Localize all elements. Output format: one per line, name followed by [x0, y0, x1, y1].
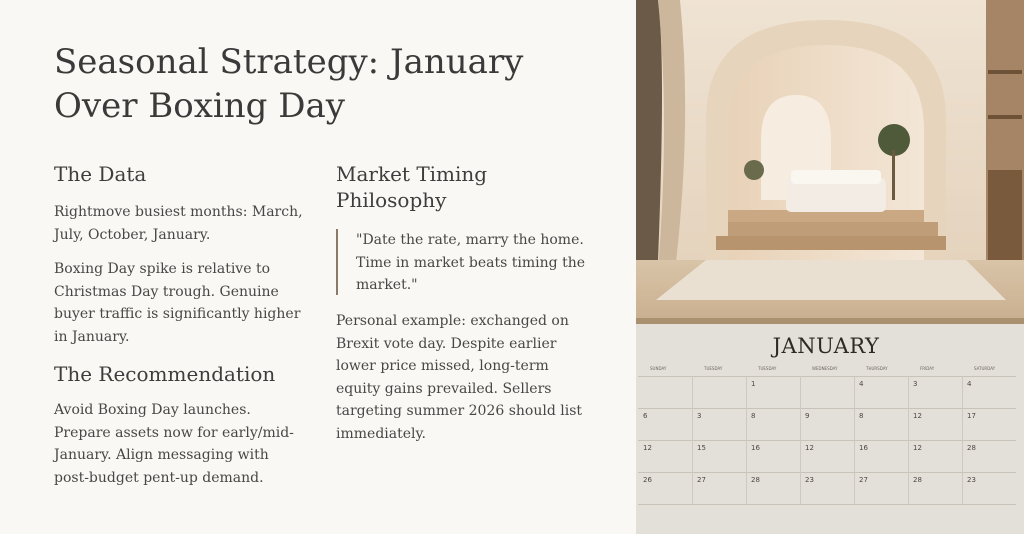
calendar-weekday: SUNDAY — [650, 366, 667, 371]
calendar-col-line — [962, 376, 963, 504]
calendar-row-line — [638, 440, 1016, 441]
calendar-row-line — [638, 472, 1016, 473]
calendar-day: 12 — [805, 444, 814, 452]
calendar-day: 9 — [805, 412, 810, 420]
calendar-row-line — [638, 376, 1016, 377]
data-paragraph-1: Rightmove busiest months: March, July, October, January. — [54, 204, 303, 243]
calendar-day: 8 — [859, 412, 864, 420]
calendar-day: 4 — [859, 380, 864, 388]
calendar-day: 6 — [643, 412, 648, 420]
calendar-day: 4 — [967, 380, 972, 388]
calendar-row-line — [638, 504, 1016, 505]
data-heading: The Data — [54, 162, 147, 186]
calendar-day: 12 — [913, 412, 922, 420]
calendar-col-line — [800, 376, 801, 504]
calendar-weekday: WEDNESDAY — [812, 366, 838, 371]
calendar-day: 27 — [859, 476, 868, 484]
calendar-weekday: THURSDAY — [866, 366, 888, 371]
calendar-day: 23 — [805, 476, 814, 484]
calendar-weekday: SATURDAY — [974, 366, 996, 371]
recommendation-paragraph: Avoid Boxing Day launches. Prepare assets now for early/mid-January. Align messaging with post-budget pent-up demand. — [54, 402, 294, 486]
philosophy-quote: "Date the rate, marry the home. Time in market beats timing the market." — [336, 229, 596, 295]
calendar-day: 1 — [751, 380, 756, 388]
recommendation-heading: The Recommendation — [54, 362, 276, 386]
market-timing-paragraph: Personal example: exchanged on Brexit vote day. Despite earlier lower price missed, long-term equity gains prevailed. Sellers targeting summer 2026 should list immediately. — [336, 313, 583, 442]
calendar-day: 28 — [967, 444, 976, 452]
calendar-day: 15 — [697, 444, 706, 452]
calendar-day: 3 — [913, 380, 918, 388]
calendar-day: 28 — [751, 476, 760, 484]
calendar-day: 12 — [643, 444, 652, 452]
interior-calendar-image — [636, 0, 1024, 534]
interior-arch-room-photo-icon — [636, 0, 1024, 324]
calendar-day: 28 — [913, 476, 922, 484]
calendar-day: 8 — [751, 412, 756, 420]
calendar-day: 3 — [697, 412, 702, 420]
calendar-weekday: FRIDAY — [920, 366, 935, 371]
calendar-weekday: TUESDAY — [704, 366, 723, 371]
calendar-day: 16 — [751, 444, 760, 452]
calendar-day: 17 — [967, 412, 976, 420]
calendar-day: 27 — [697, 476, 706, 484]
calendar-day: 23 — [967, 476, 976, 484]
calendar-col-line — [746, 376, 747, 504]
calendar-weekday: TUESDAY — [758, 366, 777, 371]
calendar-month-title: JANUARY — [772, 334, 880, 358]
calendar-col-line — [908, 376, 909, 504]
calendar-day: 26 — [643, 476, 652, 484]
slide-title: Seasonal Strategy: January Over Boxing Day — [54, 42, 524, 126]
calendar-col-line — [854, 376, 855, 504]
data-paragraph-2: Boxing Day spike is relative to Christmas Day trough. Genuine buyer traffic is significantly higher in January. — [54, 261, 301, 345]
calendar-col-line — [692, 376, 693, 504]
calendar-day: 12 — [913, 444, 922, 452]
calendar-row-line — [638, 408, 1016, 409]
market-timing-heading: Market Timing Philosophy — [336, 162, 488, 212]
calendar — [636, 324, 1024, 534]
calendar-day: 16 — [859, 444, 868, 452]
